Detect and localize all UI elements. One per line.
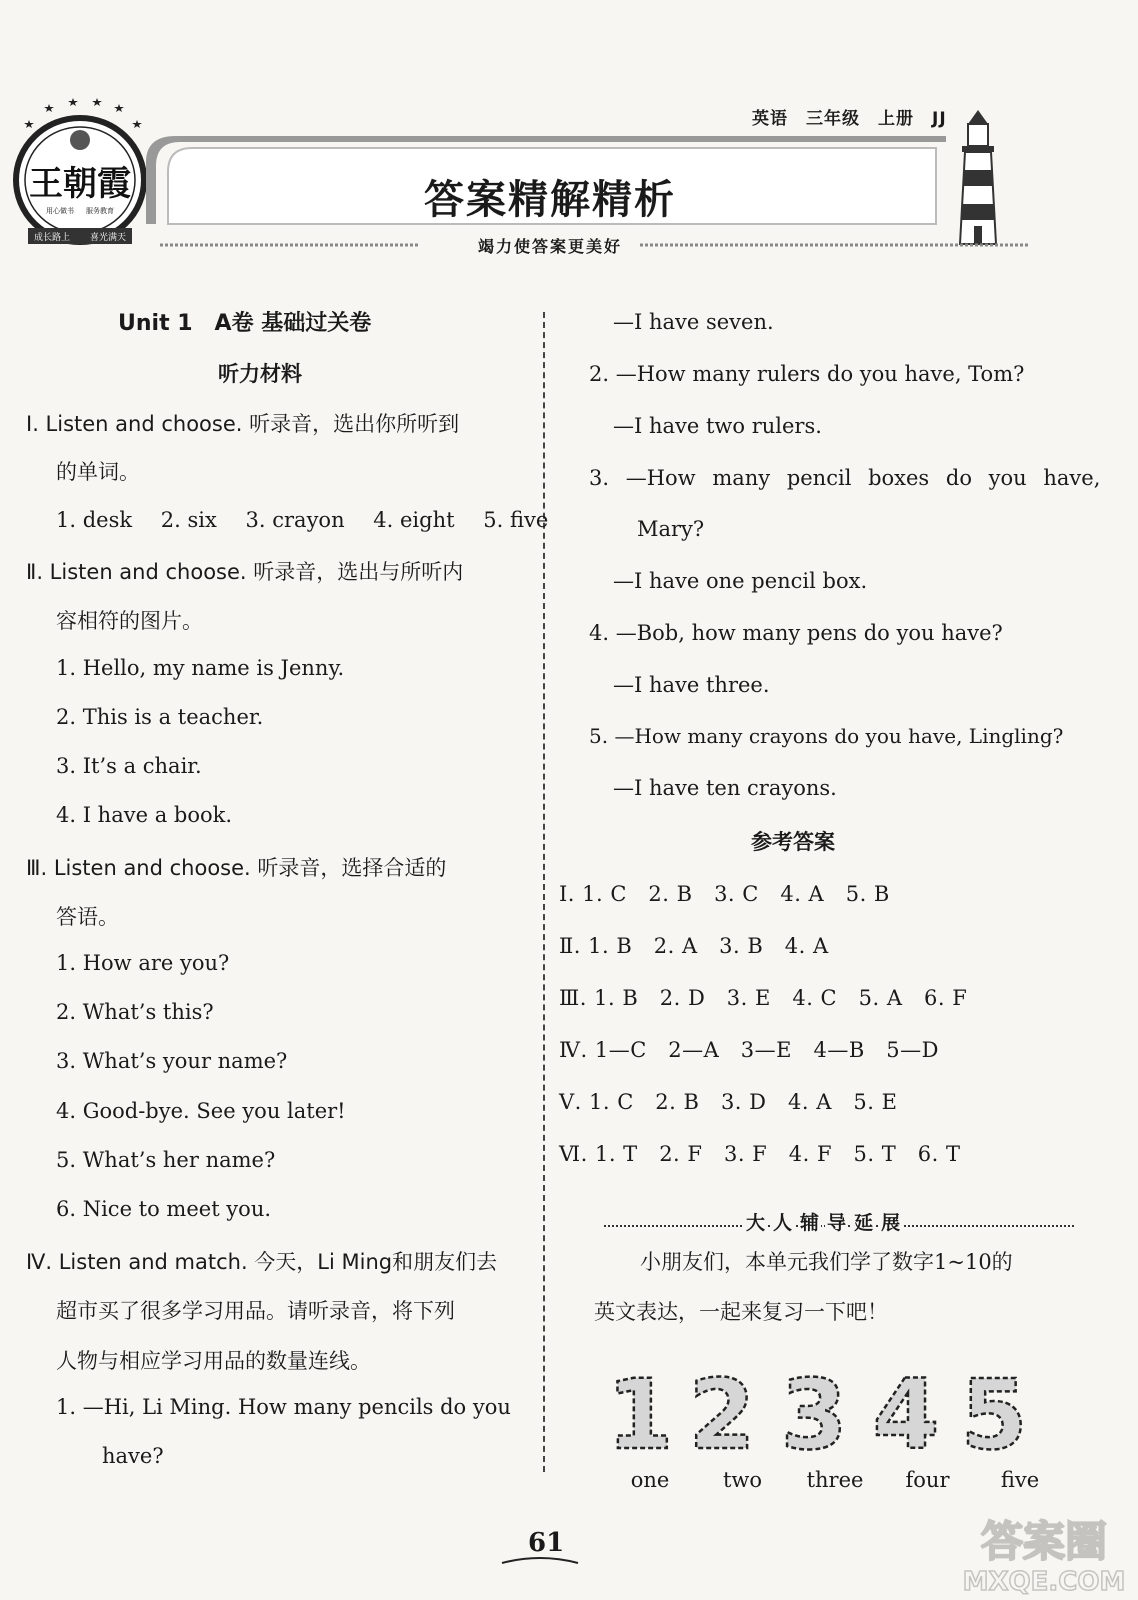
- column-divider: [543, 312, 545, 1472]
- digit-five: 5: [960, 1359, 1028, 1471]
- digit-two: 2: [688, 1359, 756, 1471]
- list-item: 1. How are you?: [56, 951, 230, 975]
- list-item: 4. Good-bye. See you later!: [56, 1099, 346, 1123]
- extension-chip: 人: [771, 1208, 794, 1244]
- list-item: 5. —How many crayons do you have, Lingling?: [589, 724, 1064, 748]
- part3-instruction-1: Ⅲ. Listen and choose. 听录音，选择合适的: [26, 856, 447, 880]
- section-title-listening: 听力材料: [218, 362, 302, 386]
- list-item: —I have ten crayons.: [613, 776, 837, 800]
- number-word: two: [722, 1468, 763, 1492]
- extension-chip: 展: [879, 1208, 902, 1244]
- list-item: 3. What’s your name?: [56, 1049, 288, 1073]
- number-words: [605, 1468, 1065, 1492]
- digit-one: 1: [606, 1359, 674, 1471]
- part4-instruction-1: Ⅳ. Listen and match. 今天，Li Ming和朋友们去: [26, 1250, 498, 1274]
- svg-text:答案圈: 答案圈: [980, 1517, 1108, 1566]
- extension-chip: 延: [852, 1208, 875, 1244]
- answer-row: Ⅵ. 1. T 2. F 3. F 4. F 5. T 6. T: [559, 1142, 961, 1166]
- list-item: —I have three.: [613, 673, 770, 697]
- part1-instruction-2: 的单词。: [56, 460, 140, 484]
- extension-chip: 大: [744, 1208, 767, 1244]
- list-item: 1. —Hi, Li Ming. How many pencils do you: [56, 1395, 511, 1419]
- digit-four: 4: [872, 1359, 940, 1471]
- list-item: 6. Nice to meet you.: [56, 1197, 272, 1221]
- extension-text-2: 英文表达，一起来复习一下吧！: [594, 1300, 888, 1324]
- page-subtitle: 竭力使答案更美好: [477, 237, 622, 256]
- list-item: 5. What’s her name?: [56, 1148, 276, 1172]
- list-item: 2. This is a teacher.: [56, 705, 264, 729]
- page-number-swash: [500, 1555, 580, 1567]
- list-item: 3. crayon: [245, 508, 345, 532]
- answer-row: Ⅰ. 1. C 2. B 3. C 4. A 5. B: [559, 882, 890, 906]
- number-word: three: [806, 1468, 864, 1492]
- svg-text:成长路上: 成长路上: [33, 233, 71, 243]
- list-item: have?: [102, 1444, 164, 1468]
- watermark-logo: [960, 1510, 1130, 1598]
- svg-text:喜光满天: 喜光满天: [89, 233, 127, 243]
- number-word: one: [630, 1468, 670, 1492]
- svg-text:服务教育: 服务教育: [86, 207, 114, 215]
- extension-chip: 导: [825, 1208, 848, 1244]
- list-item: —I have two rulers.: [613, 414, 822, 438]
- brand-logo: [10, 100, 150, 250]
- answer-row: Ⅳ. 1—C 2—A 3—E 4—B 5—D: [559, 1038, 939, 1062]
- list-item: 2. six: [160, 508, 217, 532]
- part1-instruction-1: Ⅰ. Listen and choose. 听录音，选出你所听到: [26, 412, 460, 436]
- list-item: Mary?: [637, 517, 705, 541]
- page-number: 61: [528, 1528, 565, 1558]
- list-item: 3. It’s a chair.: [56, 754, 202, 778]
- part3-instruction-2: 答语。: [56, 905, 119, 929]
- grade: 三年级: [806, 109, 860, 129]
- lighthouse-icon: [948, 108, 1008, 248]
- list-item: 1. Hello, my name is Jenny.: [56, 656, 345, 680]
- number-word: four: [905, 1468, 950, 1492]
- list-item: 5. five: [483, 508, 549, 532]
- answer-row: Ⅴ. 1. C 2. B 3. D 4. A 5. E: [559, 1090, 898, 1114]
- volume: 上册: [878, 109, 914, 129]
- unit-title: Unit 1 A卷 基础过关卷: [118, 311, 372, 336]
- svg-text:MXQE.COM: MXQE.COM: [962, 1567, 1126, 1597]
- subject: 英语: [752, 109, 788, 129]
- part4-instruction-3: 人物与相应学习用品的数量连线。: [56, 1349, 371, 1373]
- page-title: 答案精解精析: [424, 177, 676, 223]
- extension-text-1: 小朋友们，本单元我们学了数字1~10的: [640, 1250, 1013, 1274]
- list-item: 4. I have a book.: [56, 803, 233, 827]
- list-item: 4. —Bob, how many pens do you have?: [589, 621, 1003, 645]
- number-word: five: [1000, 1468, 1040, 1492]
- list-item: 2. —How many rulers do you have, Tom?: [589, 362, 1025, 386]
- answer-row: Ⅲ. 1. B 2. D 3. E 4. C 5. A 6. F: [559, 986, 968, 1010]
- part2-instruction-1: Ⅱ. Listen and choose. 听录音，选出与所听内: [26, 560, 464, 584]
- extension-title: [744, 1208, 902, 1244]
- header-rule: [160, 243, 1030, 247]
- number-illustration: [606, 1352, 1052, 1471]
- list-item: 2. What’s this?: [56, 1000, 214, 1024]
- list-item: —I have one pencil box.: [613, 569, 868, 593]
- svg-text:王朝霞: 王朝霞: [29, 164, 131, 204]
- list-item: —I have seven.: [613, 310, 774, 334]
- answers-title: 参考答案: [751, 830, 835, 854]
- digit-three: 3: [780, 1359, 848, 1471]
- part2-instruction-2: 容相符的图片。: [56, 609, 203, 633]
- part4-instruction-2: 超市买了很多学习用品。请听录音，将下列: [56, 1299, 455, 1323]
- part1-words: [56, 508, 548, 532]
- book-info: [752, 104, 965, 129]
- edition: JJ: [932, 109, 947, 129]
- svg-text:用心做书: 用心做书: [46, 207, 74, 215]
- list-item: 3. —How many pencil boxes do you have,: [589, 466, 1101, 490]
- extension-chip: 辅: [798, 1208, 821, 1244]
- answer-row: Ⅱ. 1. B 2. A 3. B 4. A: [559, 934, 829, 958]
- list-item: 1. desk: [56, 508, 133, 532]
- list-item: 4. eight: [373, 508, 455, 532]
